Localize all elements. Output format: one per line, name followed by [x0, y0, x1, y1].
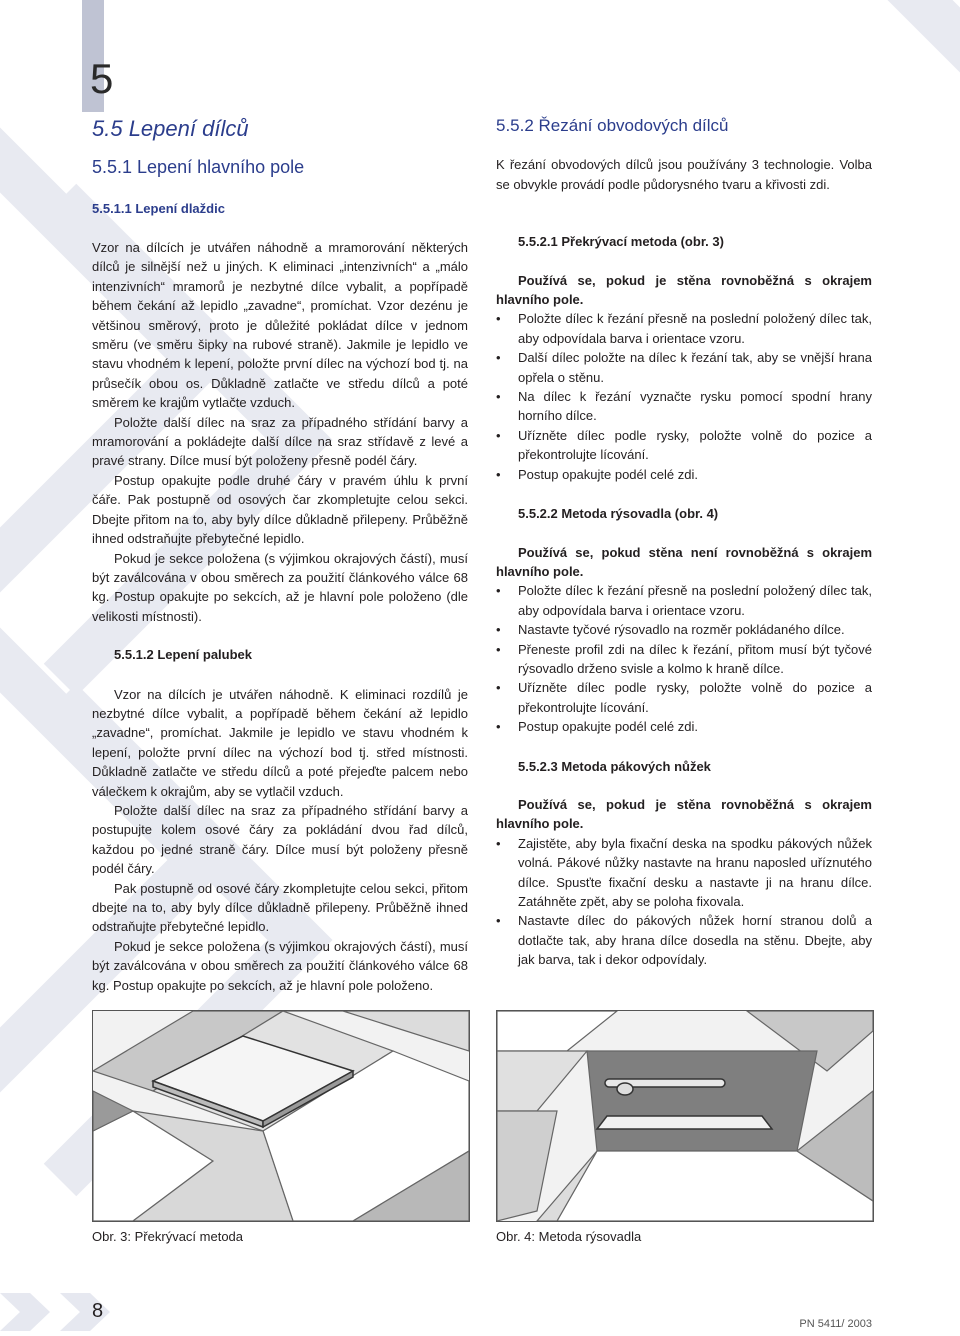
list-item: • Nastavte dílec do pákových nůžek horní stranou dolů a dotlačte tak, aby hrana dílce dosedla na stěnu. Dbejte, aby jak barva, tak i dekor odpovídaly. — [496, 913, 872, 968]
method1-list — [496, 309, 872, 484]
method3-usage: Používá se, pokud je stěna rovnoběžná s okrajem hlavního pole. — [496, 796, 872, 832]
method2-title: 5.5.2.2 Metoda rýsovadla (obr. 4) — [518, 506, 719, 522]
list-item: • Nastavte tyčové rýsovadlo na rozměr pokládaného dílce. — [496, 622, 845, 638]
document-code: PN 5411/ 2003 — [799, 1318, 872, 1330]
chapter-number: 5 — [90, 55, 114, 102]
list-item: • Zajistěte, aby byla fixační deska na spodku pákových nůžek volná. Pákové nůžky nastavte na hranu naposled uříznutého dílce. Spusťte fixační desku a nastavte ji na hranu dílce. Zatáhněte zpět, aby se poloha fixovala. — [496, 835, 872, 909]
method1-usage: Používá se, pokud je stěna rovnoběžná s okrajem hlavního pole. — [496, 272, 872, 308]
paragraph: Postup opakujte podle druhé čáry v pravém úhlu k první čáře. Pak postupně od osových čar zkompletujte celou sekci. Dbejte přitom na to, aby byly dílce důkladně přilepeny. Průběžně ihned odstraňujte přebytečné lepidlo. — [92, 472, 468, 547]
list-item: • Postup opakujte podél celé zdi. — [496, 466, 698, 482]
right-column — [496, 116, 872, 970]
page-number: 8 — [92, 1300, 104, 1322]
subsubsection-heading: 5.5.1.1 Lepení dlaždic — [92, 201, 225, 216]
paragraph: Pokud je sekce položena (s výjimkou okrajových částí), musí být zaválcována v obou směrech za použití článkového válce 68 kg. Postup opakujte po sekcích, až je hlavní pole položeno (dle velikosti místnosti). — [92, 550, 468, 624]
paragraph: Vzor na dílcích je utvářen náhodně a mramorování některých dílců je silnější než u jiných. K eliminaci „intenzivních“ a „málo intenzivních“ mramorů je nezbytné dílce vybalit, a popřípadě během čekání až lepidlo „zavadne“, promíchat. Vzor dezénu je většinou směrový, proto je důležité pokládat dílce v jednom směru (ve směru šipky na rubové straně). Jakmile je lepidlo ve stavu vhodném k lepení, položte první dílec na výchozí bod tj. na průsečík obou os. Důkladně zatlačte ve středu dílců a poté směrem ke krajům vytlačte vzduch. — [92, 240, 468, 411]
left-column — [92, 238, 468, 995]
list-item: • Uřízněte dílec podle rysky, položte volně do pozice a překontrolujte lícování. — [496, 680, 872, 715]
list-item: • Na dílec k řezání vyznačte rysku pomocí spodní hrany horního dílce. — [496, 389, 872, 424]
list-item: • Postup opakujte podél celé zdi. — [496, 719, 698, 735]
paragraph: Pokud je sekce položena (s výjimkou okrajových částí), musí být zaválcována v obou směrech za použití článkového válce 68 kg. Postup opakujte po sekcích, až je hlavní pole položeno. — [92, 938, 468, 993]
cutting-heading: 5.5.2 Řezání obvodových dílců — [496, 116, 729, 135]
figure-scriber-method — [496, 1010, 874, 1222]
method2-usage: Používá se, pokud stěna není rovnoběžná s okrajem hlavního pole. — [496, 544, 872, 579]
method3-title: 5.5.2.3 Metoda pákových nůžek — [518, 758, 711, 774]
list-item: • Uřízněte dílec podle rysky, položte volně do pozice a překontrolujte lícování. — [496, 427, 872, 463]
heading-palubky: 5.5.1.2 Lepení palubek — [114, 647, 252, 663]
figure3-caption: Obr. 3: Překrývací metoda — [92, 1229, 244, 1244]
footer-chevron-bar — [0, 1293, 300, 1331]
list-item: • Přeneste profil zdi na dílec k řezání, přitom musí být tyčové rýsovadlo drženo svisle a kolmo k hraně dílce. — [496, 641, 872, 676]
paragraph: Položte další dílec na sraz za případného střídání barvy a mramorování a pokládejte další dílce na sraz střídavě z levé a pravé strany. Dílce musí být položeny přesně podél čáry. — [92, 414, 468, 469]
figure-overlay-method — [92, 1010, 470, 1222]
method1-title: 5.5.2.1 Překrývací metoda (obr. 3) — [518, 234, 724, 250]
intro-paragraph: K řezání obvodových dílců jsou používány 3 technologie. Volba se obvykle provádí podle půdorysného tvaru a křivosti zdi. — [496, 157, 872, 192]
method2-list — [496, 581, 872, 736]
subsection-heading: 5.5.1 Lepení hlavního pole — [92, 157, 305, 177]
paragraph: Vzor na dílcích je utvářen náhodně. K eliminaci rozdílů je nezbytné dílce vybalit, a popřípadě během čekání až lepidlo „zavadne“, promíchat. Jakmile je lepidlo ve stavu vhodném k lepení, položte první dílec na výchozí bod tj. střed místnosti. Důkladně zatlačte ve středu dílců a poté přejeďte palcem nebo válečkem k okrajům, aby se vytlačil vzduch. — [92, 686, 468, 799]
section-heading: 5.5 Lepení dílců — [92, 116, 249, 141]
list-item: • Položte dílec k řezání přesně na poslední položený dílec tak, aby odpovídala barva i orientace vzoru. — [496, 583, 872, 618]
paragraph: Položte další dílec na sraz za případného střídání barvy a postupujte kolem osové čáry za pokládání dvou řad dílců, každou po jedné straně čáry. Dílce musí být položeny přesně podél čáry. — [92, 802, 468, 877]
list-item: • Další dílec položte na dílec k řezání tak, aby se vnější hrana opřela o stěnu. — [496, 350, 872, 385]
method3-list — [496, 834, 872, 970]
paragraph: Pak postupně od osové čáry zkompletujte celou sekci, přitom dbejte na to, aby byly dílce důkladně přilepeny. Průběžně ihned odstraňujte přebytečné lepidlo. — [92, 880, 468, 935]
figure4-caption: Obr. 4: Metoda rýsovadla — [496, 1229, 642, 1244]
list-item: • Položte dílec k řezání přesně na poslední položený dílec tak, aby odpovídala barva i orientace vzoru. — [496, 311, 872, 346]
